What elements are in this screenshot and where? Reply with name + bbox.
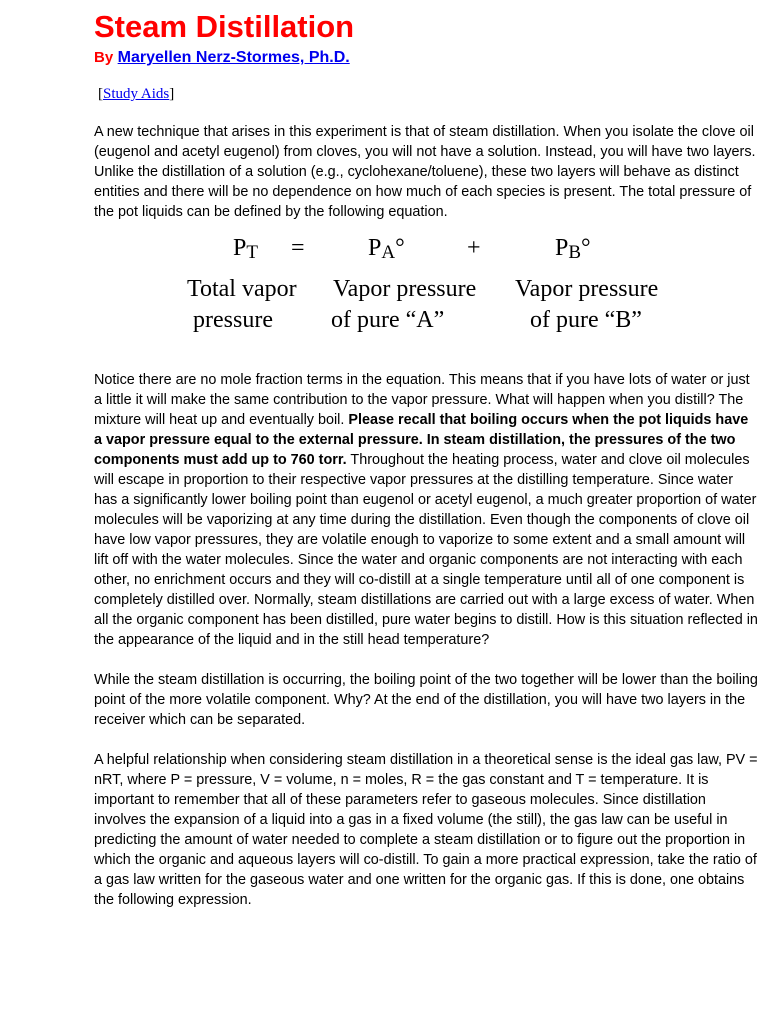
notice-text-end: Throughout the heating process, water and clove oil molecules will escape in proportion to their respective vapor pressures at the distilling temperature. Since water has a significantly lower boiling point than eugenol or acetyl eugenol, a much greater proportion of water molecules will be vaporizing at any time during the distillation. Even though the components of clove oil have low vapor pressures, they are volatile enough to vaporize to some extent and a small amount will lift off with the water molecules. Since the water and organic components are not interacting with each other, no enrichment occurs and they will co-distill at a single temperature until all of one component is completely distilled over. Normally, steam distillations are carried out with a large excess of water. When all the organic component has been distilled, pure water begins to distill. How is this situation reflected in the appearance of the liquid and in the still head temperature? <box>94 452 758 648</box>
equation-label-a-line2: of pure “A” <box>331 307 445 333</box>
author-link[interactable]: Maryellen Nerz-Stormes, Ph.D. <box>117 49 350 66</box>
study-aids-close-bracket: ] <box>169 86 175 102</box>
equation-label-a-line1: Vapor pressure <box>333 276 477 302</box>
equation-equals-sign: = <box>291 235 305 261</box>
intro-paragraph: A new technique that arises in this experiment is that of steam distillation. When you isolate the clove oil (eugenol and acetyl eugenol) from cloves, you will not have a solution. Instead, you will have two layers. Unlike the distillation of a solution (e.g., cyclohexane/toluene), these two layers will behave as distinct entities and there will be no dependence on how much of each species is present. The total pressure of the pot liquids can be defined by the following equation. <box>94 124 756 220</box>
equation-pressure-b-symbol: PB° <box>555 235 591 263</box>
study-aids-nav <box>94 70 760 104</box>
page-title: Steam Distillation <box>94 9 355 44</box>
equation-plus-sign: + <box>467 235 481 261</box>
notice-text-start: Notice there are no mole fraction terms in the equation. This means that if you have lots of water or just a little it will make the same contribution to the vapor pressure. What will happen when you distill? The mixture will heat up and eventually boil. <box>94 372 750 428</box>
notice-bold-text: Please recall that boiling occurs when the pot liquids have a vapor pressure equal to the external pressure. In steam distillation, the pressures of the two components must add up to 760 torr. <box>94 412 749 468</box>
byline <box>94 46 760 70</box>
study-aids-open-bracket: [ <box>98 86 103 102</box>
equation-pressure-a-symbol: PA° <box>368 235 405 263</box>
study-aids-link[interactable]: Study Aids <box>103 86 170 102</box>
equation-label-total-line1: Total vapor <box>187 276 297 302</box>
helpful-relationship-paragraph: A helpful relationship when considering steam distillation in a theoretical sense is the ideal gas law, PV = nRT, where P = pressure, V = volume, n = moles, R = the gas constant and T = temperature. It is important to remember that all of these parameters refer to gaseous molecules. Since distillation involves the expansion of a liquid into a gas in a fixed volume (the still), the gas law can be useful in predicting the amount of water needed to complete a steam distillation or to figure out the proportion in which the organic and aqueous layers will co-distill. To gain a more practical expression, take the ratio of a gas law written for the gaseous water and one written for the organic gas. If this is done, one obtains the following expression. <box>94 752 758 908</box>
vapor-pressure-equation <box>94 222 760 368</box>
notice-paragraph <box>94 370 760 650</box>
equation-label-total-line2: pressure <box>193 307 273 333</box>
document-page <box>94 0 760 910</box>
while-paragraph: While the steam distillation is occurring, the boiling point of the two together will be lower than the boiling point of the more volatile component. Why? At the end of the distillation, you will have two layers in the receiver which can be separated. <box>94 672 758 728</box>
equation-total-pressure-symbol: PT <box>233 235 258 263</box>
byline-prefix: By <box>94 49 114 66</box>
equation-label-b-line1: Vapor pressure <box>515 276 659 302</box>
equation-label-b-line2: of pure “B” <box>530 307 642 333</box>
